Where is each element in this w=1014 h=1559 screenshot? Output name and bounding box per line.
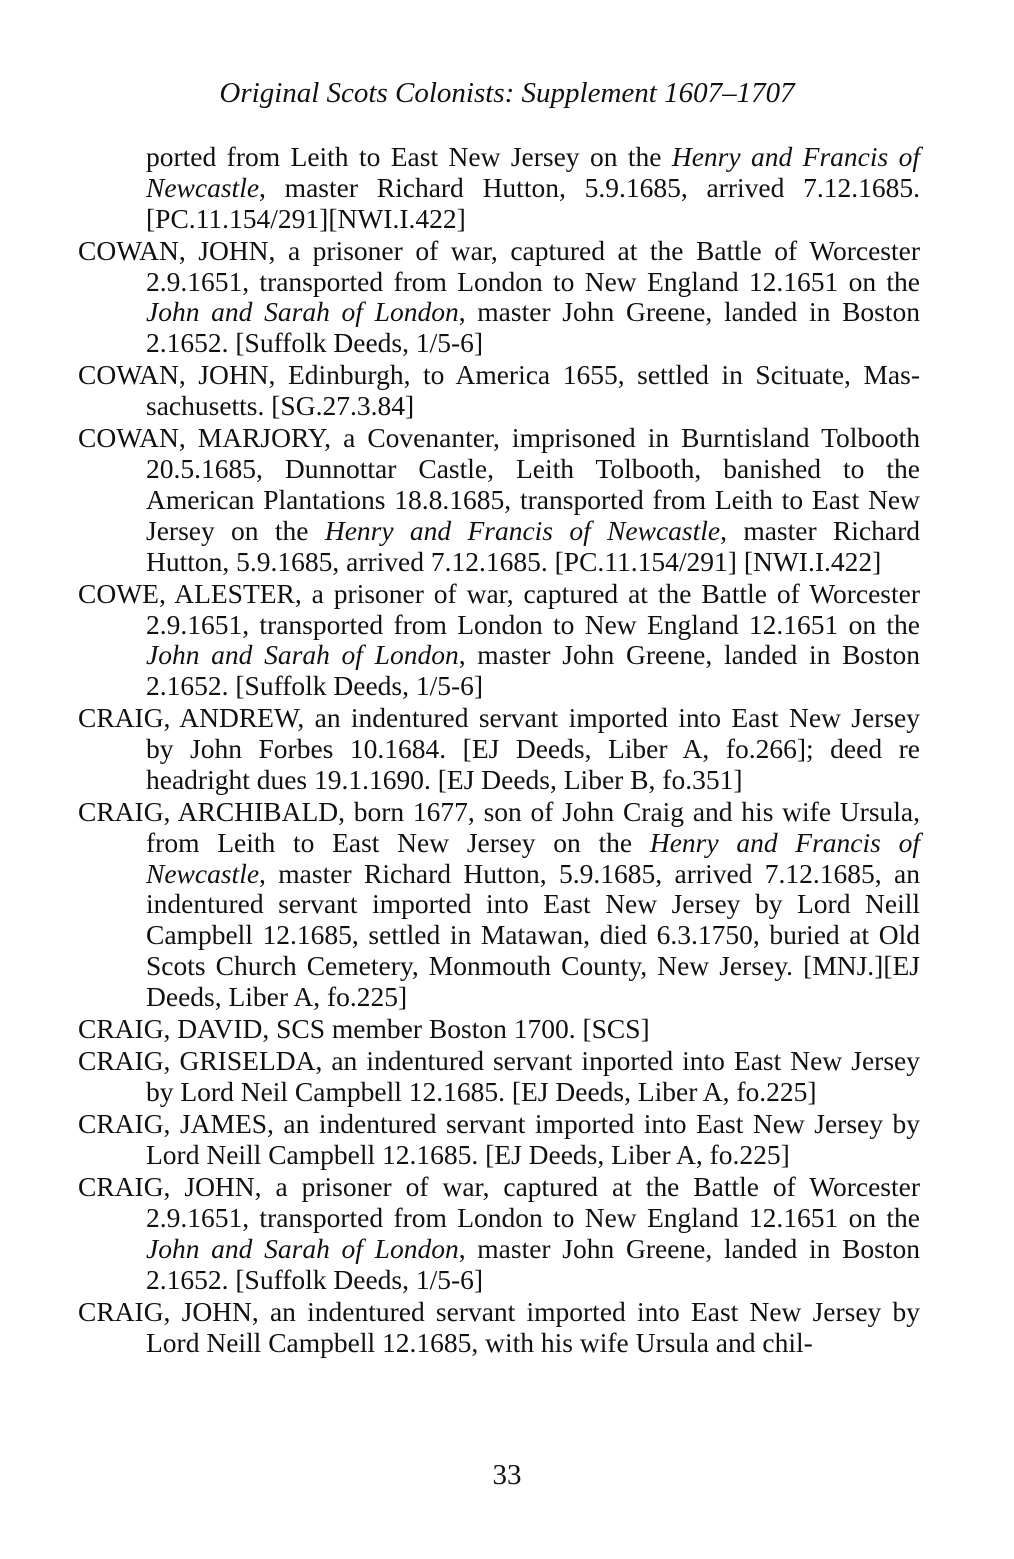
entry-text: ported from Leith to East New Jersey on the [146,141,672,172]
ship-name: Henry and Francis of Newcastle [146,826,920,889]
entry-text: COWE, ALESTER, a prisoner of war, captured at the Battle of Worcester 2.9.1651, transported from London to New England 12.1651 on the [78,577,920,640]
entry [78,1172,920,1295]
entry-text: , master John Greene, landed in Boston 2.1652. [Suffolk Deeds, 1/5-6] [146,296,921,359]
ship-name: John and Sarah of London [146,639,459,671]
entry-text: , master Richard Hutton, 5.9.1685, arrived 7.12.1685. [PC.11.154/291][NWI.I.422] [146,171,920,234]
entry-text: COWAN, MARJORY, a Covenanter, imprisoned in Burntisland Tolbooth 20.5.1685, Dunnottar Castle, Leith Tolbooth, banished to the American Plantations 18.8.1685, transported from Leith to East New Jersey on the [78,422,920,546]
entry-text: , master John Greene, landed in Boston 2.1652. [Suffolk Deeds, 1/5-6] [146,1232,921,1295]
running-head: Original Scots Colonists: Supplement 1607–1707 [219,77,795,109]
entry-text: CRAIG, ARCHIBALD, born 1677, son of John Craig and his wife Ursula, from Leith to East New Jersey on the [78,796,920,858]
entry [78,797,920,1013]
entry [78,236,920,359]
ship-name: Henry and Francis of Newcastle [146,141,920,203]
entry-text: CRAIG, DAVID, SCS member Boston 1700. [SCS] [78,1013,650,1045]
entry-continued [78,142,920,234]
entry-text: CRAIG, ANDREW, an indentured servant imported into East New Jersey by John Forbes 10.1684. [EJ Deeds, Liber A, fo.266]; deed re headright dues 19.1.1690. [EJ Deeds, Liber B, fo.351] [78,702,920,795]
entry [78,579,920,702]
entry [78,423,920,577]
ship-name: Henry and Francis of Newcastle [324,514,721,546]
entry-text: CRAIG, JOHN, a prisoner of war, captured at the Battle of Worcester 2.9.1651, transported from London to New England 12.1651 on the [78,1171,920,1233]
page-number: 33 [492,1459,522,1491]
entry [78,703,920,795]
entry-text: , master Richard Hutton, 5.9.1685, arrived 7.12.1685. [PC.11.154/291] [NWI.I.422] [146,514,921,577]
entry-text: CRAIG, JOHN, an indentured servant imported into East New Jersey by Lord Neill Campbell 12.1685, with his wife Ursula and chil- [78,1295,920,1358]
entry-text: CRAIG, JAMES, an indentured servant imported into East New Jersey by Lord Neill Campbell 12.1685. [EJ Deeds, Liber A, fo.225] [78,1108,920,1171]
entry-text: , master John Greene, landed in Boston 2.1652. [Suffolk Deeds, 1/5-6] [146,639,921,702]
entry-text: CRAIG, GRISELDA, an indentured servant inported into East New Jersey by Lord Neil Campbell 12.1685. [EJ Deeds, Liber A, fo.225] [78,1045,920,1108]
entry [78,1046,920,1108]
entry [78,360,920,422]
entry-list [78,142,920,1360]
ship-name: John and Sarah of London [146,296,459,328]
entry-text: , master Richard Hutton, 5.9.1685, arrived 7.12.1685, an indentured servant imported into East New Jersey by Lord Neill Campbell 12.1685, settled in Matawan, died 6.3.1750, buried at Old Scots Church Cemetery, Monmouth County, New Jersey. [MNJ.][EJ Deeds, Liber A, fo.225] [146,857,920,1012]
ship-name: John and Sarah of London [146,1232,459,1264]
entry-text: COWAN, JOHN, Edinburgh, to America 1655, settled in Scituate, Massachusetts. [SG.27.3.84] [78,359,920,422]
entry [78,1014,920,1045]
entry-text: COWAN, JOHN, a prisoner of war, captured at the Battle of Worcester 2.9.1651, transported from London to New England 12.1651 on the [78,234,920,297]
entry [78,1109,920,1171]
entry [78,1297,920,1359]
